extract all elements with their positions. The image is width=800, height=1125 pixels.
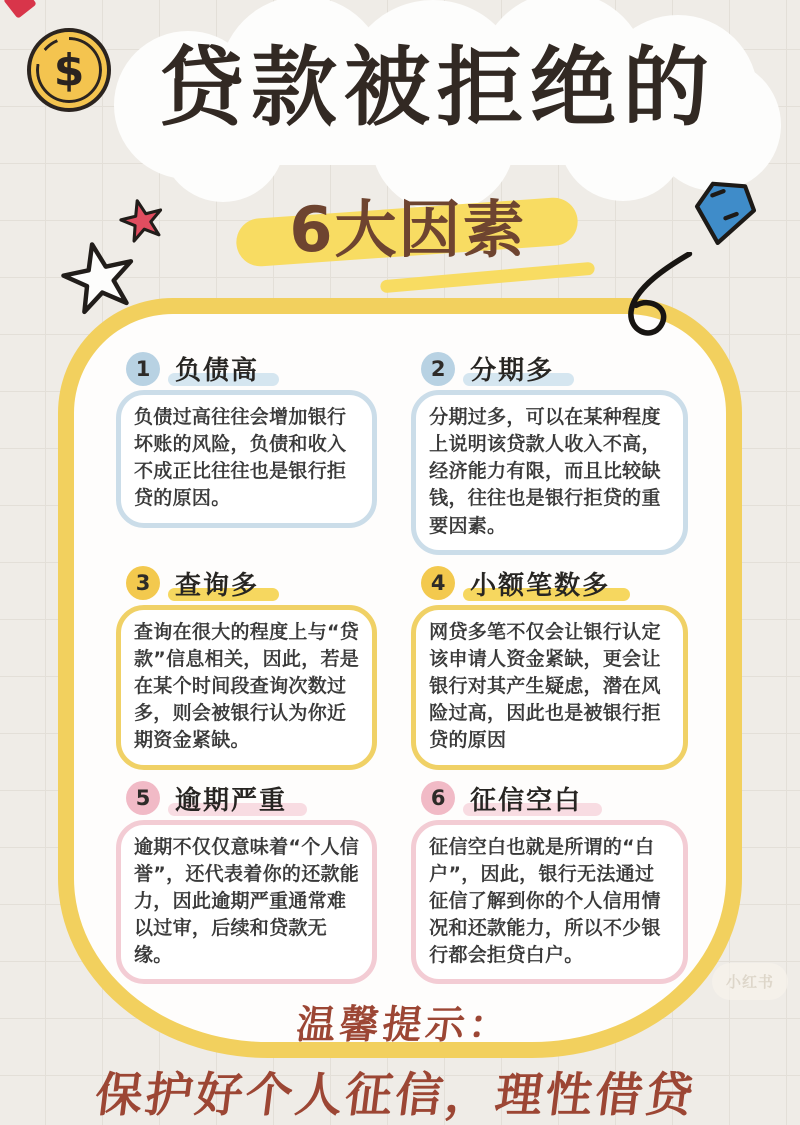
warm-tip-message: 保护好个人征信，理性借贷 — [92, 1068, 699, 1124]
number-badge: 2 — [421, 352, 455, 386]
card-title: 征信空白 — [466, 780, 586, 817]
corner-red-mark — [3, 0, 37, 19]
card-title: 小额笔数多 — [466, 565, 614, 602]
factor-card-3 — [116, 565, 377, 770]
number-badge: 4 — [421, 566, 455, 600]
factor-card-4 — [411, 565, 688, 770]
card-body: 征信空白也就是所谓的“白户”，因此，银行无法通过征信了解到你的个人信用情况和还款能力，所以不少银行都会拒贷白户。 — [411, 820, 688, 985]
squiggle-line-icon — [622, 252, 698, 344]
card-body: 逾期不仅仅意味着“个人信誉”，还代表着你的还款能力，因此逾期严重通常难以过审，后续和贷款无缘。 — [116, 820, 377, 985]
card-6-header — [421, 780, 688, 817]
dollar-symbol: $ — [53, 44, 85, 96]
title-cloud — [103, 5, 771, 205]
factor-card-6 — [411, 780, 688, 985]
card-body: 查询在很大的程度上与“贷款”信息相关，因此，若是在某个时间段查询次数过多，则会被银行认为你近期资金紧缺。 — [116, 605, 377, 770]
warm-tip-heading: 温馨提示： — [293, 1003, 515, 1049]
card-2-header — [421, 350, 688, 387]
subtitle-block — [228, 178, 588, 288]
dollar-coin-icon — [27, 28, 111, 112]
card-title: 查询多 — [171, 565, 263, 602]
factor-card-1 — [116, 350, 377, 555]
factor-card-grid — [74, 314, 726, 984]
card-title: 逾期严重 — [171, 780, 291, 817]
warm-tip — [66, 994, 734, 1125]
page-title: 贷款被拒绝的 — [158, 38, 716, 138]
card-4-header — [421, 565, 688, 602]
card-body: 网贷多笔不仅会让银行认定该申请人资金紧缺，更会让银行对其产生疑虑，潜在风险过高，因此也是被银行拒贷的原因 — [411, 605, 688, 770]
number-badge: 1 — [126, 352, 160, 386]
card-1-header — [126, 350, 377, 387]
factor-card-2 — [411, 350, 688, 555]
number-badge: 3 — [126, 566, 160, 600]
number-badge: 5 — [126, 781, 160, 815]
card-title: 分期多 — [466, 350, 558, 387]
xiaohongshu-watermark: 小红书 — [712, 963, 788, 1000]
card-body: 分期过多，可以在某种程度上说明该贷款人收入不高，经济能力有限，而且比较缺钱，往往也是银行拒贷的重要因素。 — [411, 390, 688, 555]
card-3-header — [126, 565, 377, 602]
main-panel — [58, 298, 742, 1124]
card-body: 负债过高往往会增加银行坏账的风险，负债和收入不成正比往往也是银行拒贷的原因。 — [116, 390, 377, 528]
factor-card-5 — [116, 780, 377, 985]
card-title: 负债高 — [171, 350, 263, 387]
page-subtitle: 6大因素 — [289, 193, 527, 266]
number-badge: 6 — [421, 781, 455, 815]
card-5-header — [126, 780, 377, 817]
